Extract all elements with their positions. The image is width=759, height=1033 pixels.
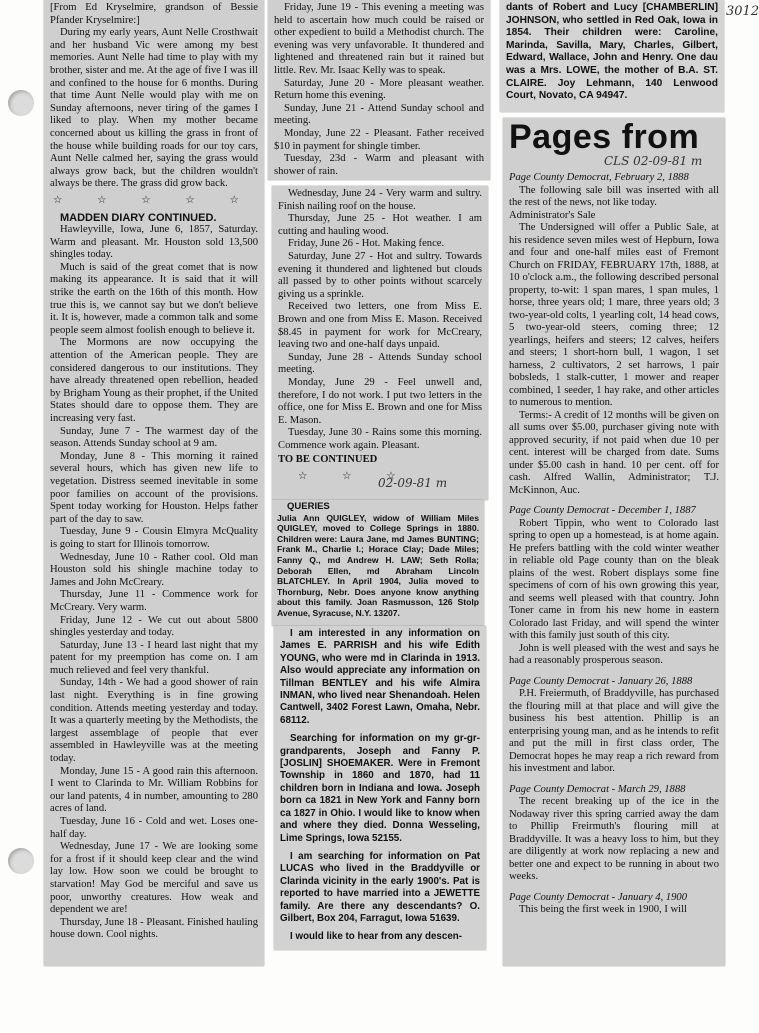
diary-paragraph: Tuesday, 23d - Warm and pleasant with shower of rain.	[274, 153, 484, 177]
query-quigley: Julia Ann QUIGLEY, widow of William Miles QUIGLEY, moved to College Springs in 1880. Children were: Laura Jane, md James BUNTING; Frank M., Charlie I.; Horace Clay; Dade Miles; Fanny Q., md Andrew H. LAW; Seth Rolla; Deborah Ellen, md Abraham Lincoln BLATCHLEY. In April 1904, Julia moved to Thornburg, Nebr. Does anyone know anything about this family. Joan Rasmusson, 126 Stolp Avenue, Syracuse, N.Y. 13207.	[277, 512, 479, 618]
clipping-pages-from	[503, 118, 725, 966]
query-johnson-start: I would like to hear from any descen-	[290, 931, 463, 943]
article-source: Page County Democrat - January 26, 1888	[509, 675, 693, 687]
diary-paragraph: Monday, June 15 - A good rain this afternoon. I went to Clarinda to Mr. William Robbins for our land patents, 4 in number, amounting to 280 acres of land.	[50, 765, 258, 815]
pages-from-title: Pages from	[509, 118, 700, 156]
article-source: Page County Democrat - March 29, 1888	[509, 783, 686, 795]
diary-paragraph: Tuesday, June 30 - Rains some this morning. Commence work again. Pleasant.	[278, 427, 482, 451]
clipping-queries-2	[274, 626, 486, 950]
diary-paragraph: Saturday, June 27 - Hot and sultry. Towards evening it thundered and lightened but clouds all passed by to other points without scarcely giving us a sprinkle.	[278, 250, 482, 300]
diary-paragraph: Tuesday, June 16 - Cold and wet. Loses one-half day.	[50, 816, 258, 840]
query-parrish: I am interested in any information on James E. PARRISH and his wife Edith YOUNG, who were md in Clarinda in 1913. Also would appreciate any information on Tillman BENTLEY and his wife Almira INMAN, who lived near Shenandoah. Helen Cantwell, 3402 Forest Lawn, Omaha, Nebr. 68112.	[280, 628, 480, 726]
clipping-diary-continued-top	[268, 0, 490, 180]
article-paragraph: Robert Tippin, who went to Colorado last spring to open up a homestead, is at home again. He prefers battling with the cold winter weather in reliable old Page county than on the bleak plains of the west. Robert displays some fine specimens of corn of his own growing this year, and seems well pleased with that country. John Toner came in from his new home in eastern Colorado last Friday, and will spend the winter with this family just south of this city.	[509, 517, 719, 641]
diary-paragraph: Hawleyville, Iowa, June 6, 1857, Saturday. Warm and pleasant. Mr. Houston sold 13,500 shingles today.	[50, 224, 258, 261]
clipping-diary-continued-mid	[272, 186, 488, 500]
diary-paragraph: Sunday, June 28 - Attends Sunday school meeting.	[278, 351, 482, 376]
article-paragraph: The recent breaking up of the ice in the Nodaway river this spring carried away the dam to Phillip Freirmuth's flouring mill at Braddyville. It was a heavy loss to him, but they are diligently at work now replacing a new and better one and expect to be running in about two weeks.	[509, 796, 719, 882]
diary-paragraph: Monday, June 29 - Feel unwell and, therefore, I do not work. I put two letters in the office, one for Miss E. Brown and one for Miss E. Mason.	[278, 376, 482, 426]
to-be-continued: TO BE CONTINUED	[278, 454, 378, 466]
article-source: Page County Democrat - December 1, 1887	[509, 505, 696, 516]
handwritten-page-number: 3012	[726, 4, 759, 19]
diary-paragraph: Sunday, June 7 - The warmest day of the season. Attends Sunday school at 9 am.	[50, 425, 258, 450]
handwritten-date-mark: CLS 02-09-81 m	[604, 154, 703, 168]
binder-hole-bottom	[8, 848, 34, 874]
intro-attribution: [From Ed Kryselmire, grandson of Bessie Pfander Kryselmire:]	[50, 2, 258, 26]
diary-paragraph: Saturday, June 13 - I heard last night that my patent for my preemption has come on. I am much relieved and feel very thankful.	[50, 639, 258, 676]
separator-stars: ☆ ☆ ☆	[298, 471, 412, 483]
diary-paragraph: Tuesday, June 9 - Cousin Elmyra McQuality is going to start for Illinois tomorrow.	[50, 526, 258, 550]
diary-paragraph: Monday, June 22 - Pleasant. Father received $10 in payment for shingle timber.	[274, 127, 484, 152]
diary-paragraph: Received two letters, one from Miss E. Brown and one from Miss E. Mason. Received $8.45 in payment for work for McCreary, leaving two and one-half days unpaid.	[278, 301, 482, 351]
diary-paragraph: Much is said of the great comet that is now making its appearance. It is said that it will strike the earth on the 16th of this month. How true this is, we cannot say but we don't believe it. It is, however, made a common talk and some people seem almost foolish enough to believe it.	[50, 261, 258, 336]
diary-paragraph: Thursday, June 18 - Pleasant. Finished hauling house down. Cool nights.	[50, 916, 258, 941]
handwritten-date-mark: 02-09-81 m	[378, 476, 448, 490]
diary-paragraph: Thursday, June 11 - Commence work for McCreary. Very warm.	[50, 589, 258, 613]
separator-stars: ☆ ☆ ☆ ☆ ☆	[52, 194, 256, 206]
diary-paragraph: The Mormons are now occupying the attention of the American people. They are considered dangerous to our institutions. They have already threatened open rebellion, headed by Brigham Young as their prophet, if the United States should dare to oppose them. They are increasing very fast.	[50, 337, 258, 424]
intro-memory: During my early years, Aunt Nelle Crosthwait and her husband Vic were among my best memories. Aunt Nelle had time to play with my brother, sister and me. At the age of five I was ill and confined to the house for 6 months. During that time Aunt Nelle would play with me on Sunday afternoons, never tiring of the games I liked to play. When my mother became concerned about us killing the grass in front of the house while building roads for our toy cars, Aunt Nelle calmed her, saying the grass would always grow back, but the children wouldn't always be there. The grass did grow back.	[50, 27, 258, 190]
diary-paragraph: Wednesday, June 17 - We are looking some for a frost if it should keep clear and the wind lay low. How soon we could be brought to starvation! May God be merciful and save us poor, unworthy creatures. How weak and dependent we are!	[50, 841, 258, 916]
diary-paragraph: Friday, June 19 - This evening a meeting was held to ascertain how much could be raised or other expedient to build a Methodist church. The evening was very unfavorable. It thundered and lightened and threatened rain but it rained but little. Rev. Mr. Isaac Kelly was to speak.	[274, 2, 484, 76]
article-paragraph: John is well pleased with the west and says he had a reasonably prosperous season.	[509, 642, 719, 666]
query-johnson-end: dants of Robert and Lucy [CHAMBERLIN] JOHNSON, who settled in Red Oak, Iowa in 1854. Their children were: Caroline, Marinda, Savilla, Mary, Charles, Gilbert, Edward, Wallace, John and Henry. One dau was a Mrs. LOWE, the mother of B.A. ST. CLAIRE. Joy Lehmann, 140 Lenwood Court, Novato, CA 94947.	[506, 2, 718, 102]
article-paragraph: The following sale bill was inserted with all the rest of the news, not like today.	[509, 184, 719, 208]
queries-title: QUERIES	[287, 501, 330, 512]
article-paragraph: The Undersigned will offer a Public Sale, at his residence seven miles west of Hepburn, Iowa and four and one-half miles east of Fremont Church on FRIDAY, FEBRUARY 17th, 1888, at 10 o'clock a.m., the following described personal property, to-wit: 1 span mares, 1 span mules, 1 horse, three years old; 1 mare, three years old; 3 two-year-old colts, 1 yearling colt, 14 head cows, 5 two-year-old steers, coming three; 12 yearlings, heifers and steers; 12 calves, heifers and steers; 1 short-horn bull, 1 wagon, 1 set harness, 2 cultivators, 2 set harrows, 1 pair bobsleds, 1 stalk-cutter, 1 mower and reaper combined, 1 seeder, 1 hay rake, and other articles to numerous to mention.	[509, 222, 719, 408]
binder-hole-top	[8, 90, 34, 116]
article-source: Page County Democrat, February 2, 1888	[509, 172, 689, 183]
article-source: Page County Democrat - January 4, 1900	[509, 891, 687, 903]
diary-paragraph: Saturday, June 20 - More pleasant weather. Return home this evening.	[274, 77, 484, 102]
diary-paragraph: Sunday, June 21 - Attend Sunday school and meeting.	[274, 102, 484, 127]
clipping-queries-1	[272, 500, 484, 626]
diary-paragraph: Wednesday, June 10 - Rather cool. Old man Houston sold his shingle machine today to James and John McCreary.	[50, 551, 258, 588]
article-paragraph: Terms:- A credit of 12 months will be given on all sums over $5.00, purchaser giving note with approved security, if not paid when due 10 per cent. interest will be charged from date. Sums under $5.00 cash in hand. 10 per cent. off for cash. Alfred Wallin, Administrator; T.J. McKinnon, Auc.	[509, 409, 719, 496]
clipping-query-johnson	[500, 0, 724, 112]
article-paragraph: This being the first week in 1900, I will	[519, 904, 687, 915]
clipping-madden-diary	[44, 0, 264, 966]
query-shoemaker: Searching for information on my gr-gr-grandparents, Joseph and Fanny P. [JOSLIN] SHOEMAKER. Were in Fremont Township in 1860 and 1870, had 11 children born in Indiana and Iowa. Joseph born ca 1821 in New York and Fanny born ca 1827 in Ohio. I would like to know when and where they died. Donna Wesseling, Lime Springs, Iowa 52155.	[280, 733, 480, 844]
diary-paragraph: Friday, June 12 - We cut out about 5800 shingles yesterday and today.	[50, 614, 258, 639]
article-paragraph: P.H. Freiermuth, of Braddyville, has purchased the flouring mill at that place and will give the business his best attention. Phillip is an enterprising young man, and as he intends to refit and put the mill in first class order, The Democrat hopes he may reap a rich reward from his investment and labor.	[509, 688, 719, 774]
diary-paragraph: Thursday, June 25 - Hot weather. I am cutting and hauling wood.	[278, 213, 482, 237]
diary-paragraph: Wednesday, June 24 - Very warm and sultry. Finish nailing roof on the house.	[278, 188, 482, 212]
diary-paragraph: Friday, June 26 - Hot. Making fence.	[288, 238, 445, 250]
diary-heading: MADDEN DIARY CONTINUED.	[60, 211, 217, 224]
diary-paragraph: Monday, June 8 - This morning it rained several hours, which has given new life to vegetation. Distress seemed inevitable in some poor families on account of the provisions. Spent today working for Houston. Helps father part of the day to saw.	[50, 450, 258, 525]
article-subheading: Administrator's Sale	[509, 209, 596, 221]
diary-paragraph: Sunday, 14th - We had a good shower of rain last night. Everything is in fine growing condition. Attends meeting yesterday and today. It was a quarterly meeting by the Methodists, the largest assemblage of people that ever assembled in Hawleyville was at the meeting today.	[50, 677, 258, 765]
query-lucas: I am searching for information on Pat LUCAS who lived in the Braddyville or Clarinda vicinity in the early 1900's. Pat is reported to have married into a JEWETTE family. Are there any descendants? O. Gilbert, Box 204, Farragut, Iowa 51639.	[280, 850, 480, 924]
